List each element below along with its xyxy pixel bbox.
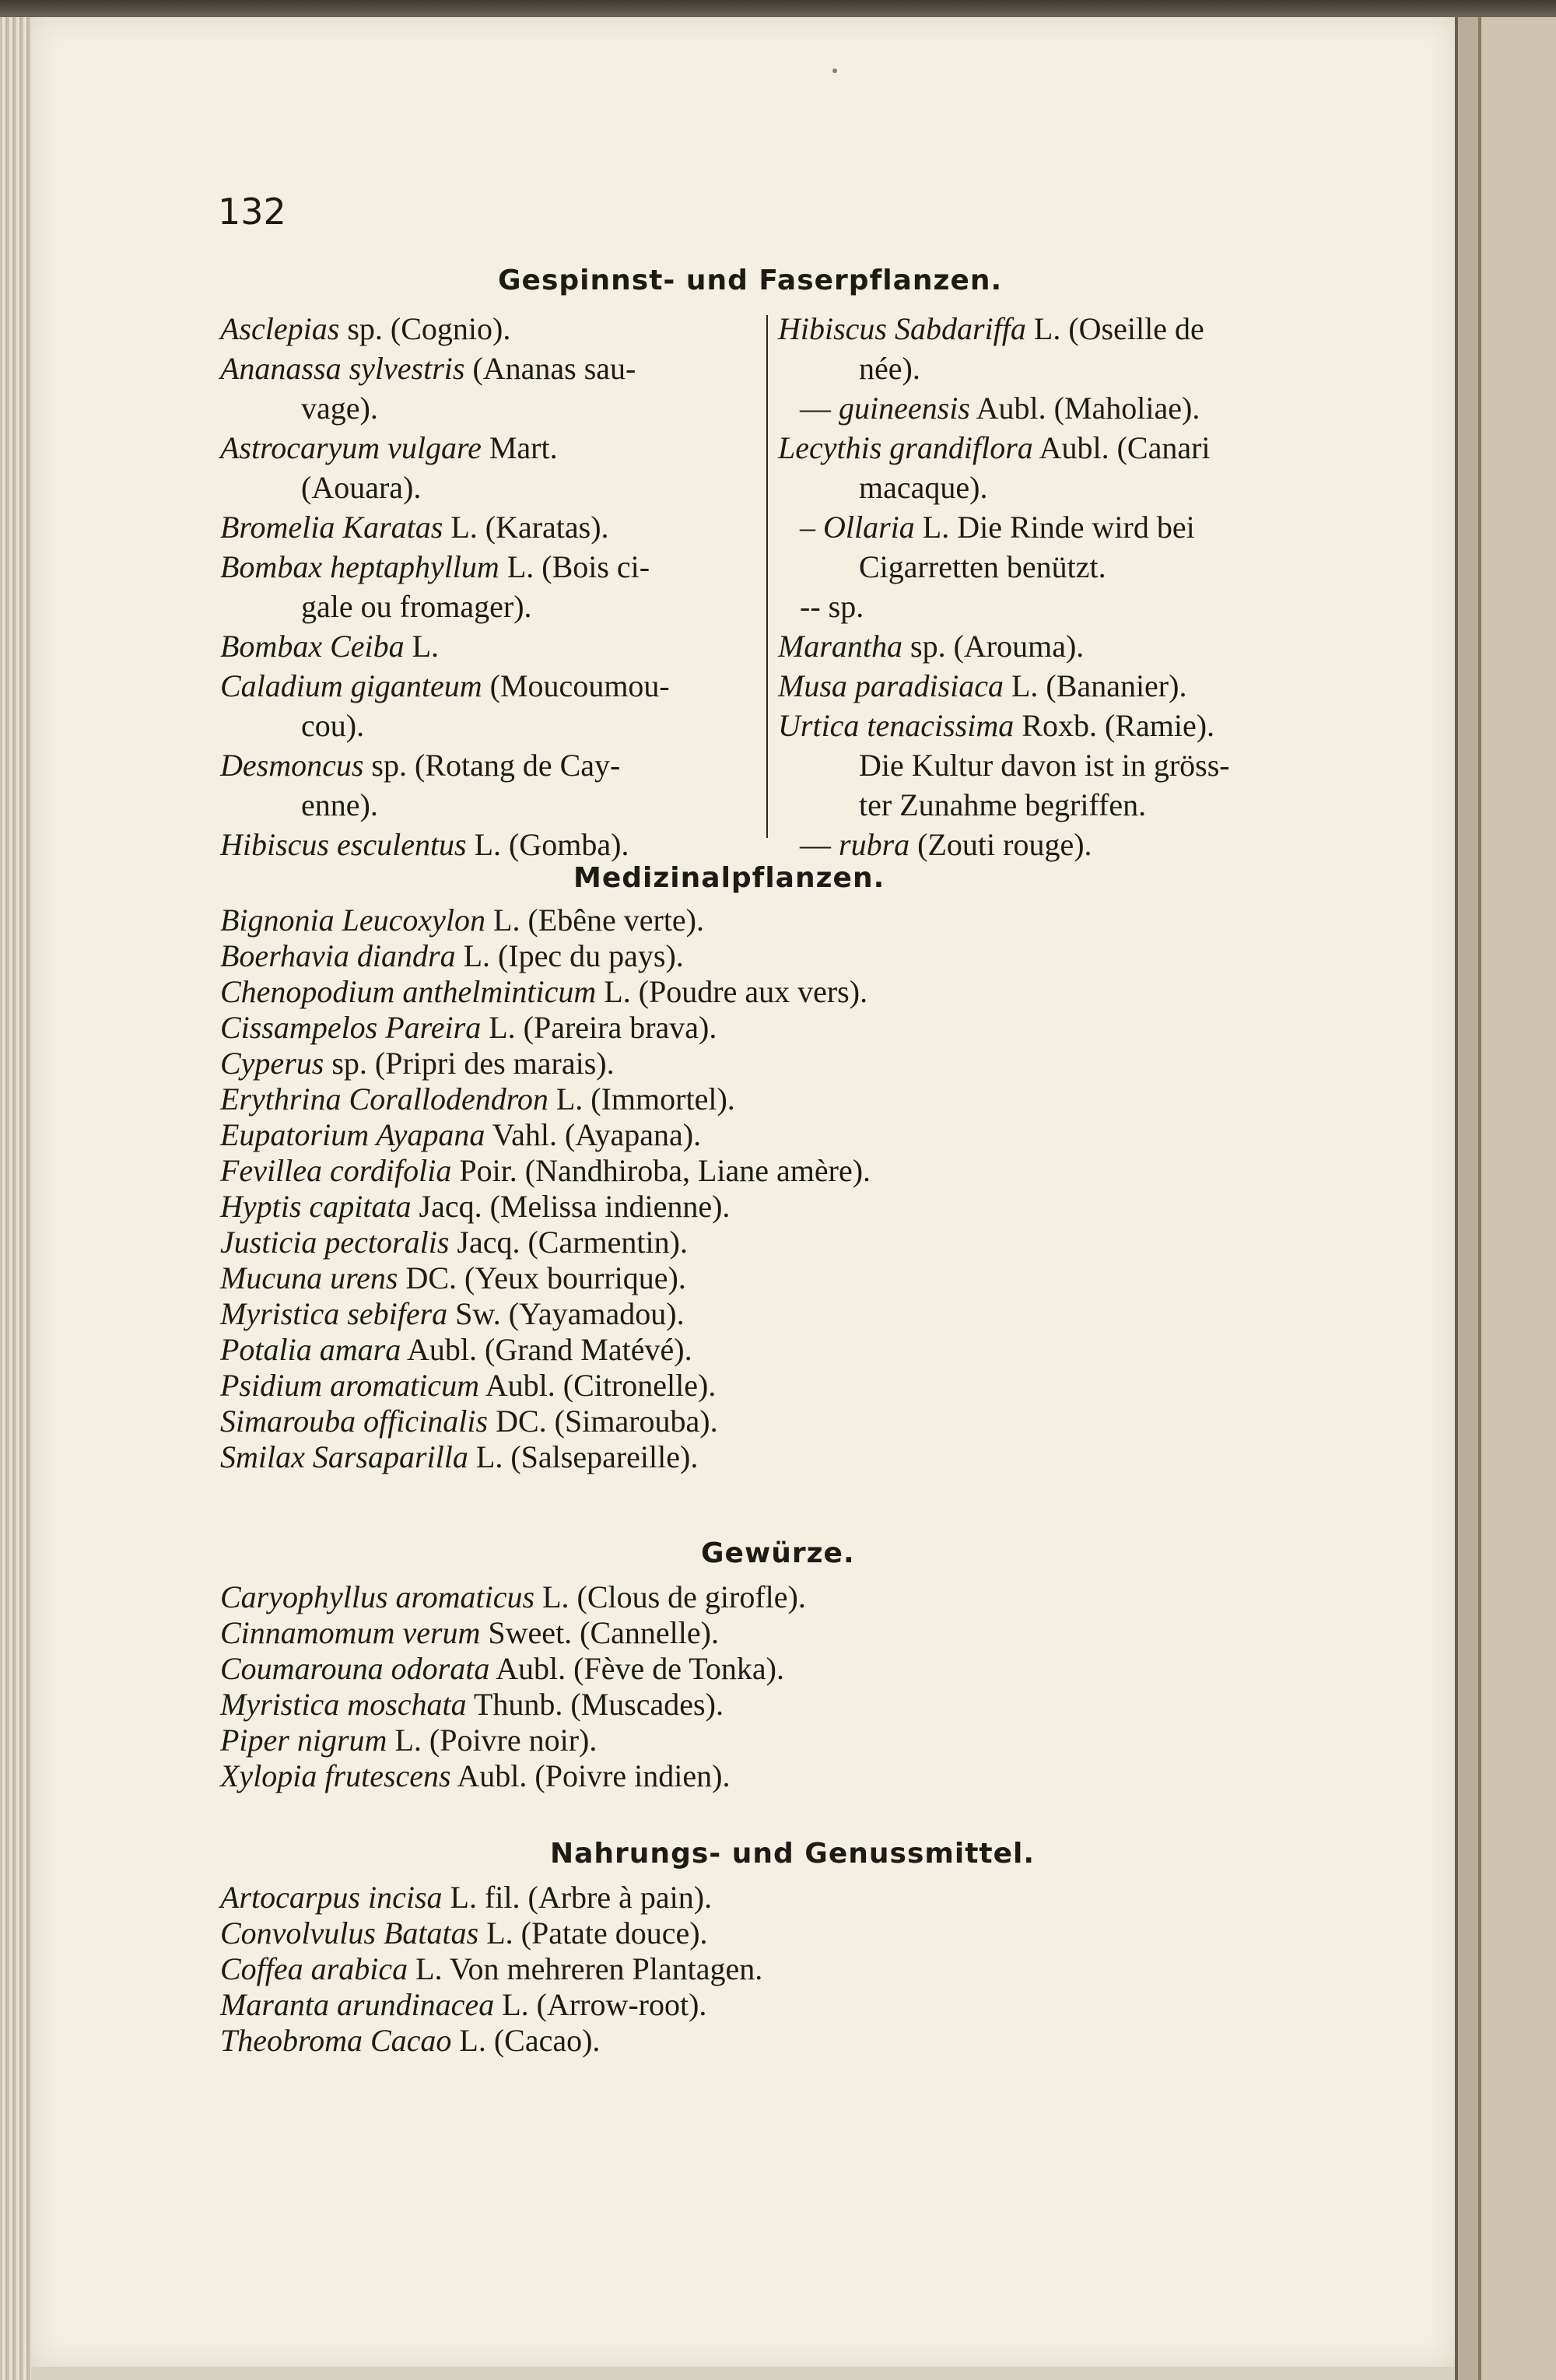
species-name: Bombax Ceiba — [220, 629, 405, 664]
entry-text: Thunb. (Muscades). — [466, 1687, 724, 1722]
entry — [220, 507, 670, 547]
species-name: Myristica sebifera — [220, 1296, 448, 1331]
list-item — [220, 1117, 871, 1153]
list-item — [220, 1225, 871, 1260]
entry-text: sp. (Pripri des marais). — [324, 1046, 615, 1081]
entry-text: Poir. (Nandhiroba, Liane amère). — [451, 1153, 871, 1188]
entry-text: Jacq. (Carmentin). — [449, 1225, 688, 1260]
list-item — [220, 1046, 871, 1081]
entry — [220, 825, 670, 864]
page-edge — [1455, 17, 1556, 2380]
fibers-left-column — [220, 309, 670, 864]
entry-text: L. (Pareira brava). — [481, 1010, 717, 1045]
list-item — [220, 1081, 871, 1117]
entry-text: – — [800, 510, 823, 545]
list-item — [220, 1189, 871, 1225]
entry-text: -- — [800, 589, 829, 624]
entry — [220, 745, 670, 785]
species-name: Ananassa sylvestris — [220, 351, 465, 386]
list-item — [220, 2023, 762, 2059]
entry-continuation: Cigarretten benützt. — [859, 549, 1106, 584]
species-name: Urtica tenacissima — [778, 708, 1015, 743]
list-item — [220, 1579, 806, 1615]
species-name: Psidium aromaticum — [220, 1368, 479, 1403]
entry-text: L. (Bananier). — [1004, 668, 1187, 703]
list-item — [220, 974, 871, 1010]
species-name: Smilax Sarsaparilla — [220, 1439, 468, 1474]
list-item — [220, 1687, 806, 1723]
species-name: rubra — [839, 827, 910, 862]
species-name: Lecythis grandiflora — [778, 430, 1033, 465]
entry — [220, 428, 670, 468]
species-name: Musa paradisiaca — [778, 668, 1004, 703]
entry-text: L. (Ipec du pays). — [455, 938, 684, 973]
list-item — [220, 1615, 806, 1651]
list-item — [220, 1260, 871, 1296]
entry-text: sp. (Rotang de Cay- — [363, 748, 621, 783]
entry — [778, 388, 1230, 428]
entry-text: sp. — [828, 589, 864, 624]
list-item — [220, 1368, 871, 1404]
species-name: Caryophyllus aromaticus — [220, 1579, 535, 1614]
species-name: Cyperus — [220, 1046, 324, 1081]
entry-text: Aubl. (Citronelle). — [478, 1368, 717, 1403]
species-name: Mucuna urens — [220, 1260, 398, 1295]
entry-text: L. (Cacao). — [451, 2023, 601, 2058]
entry-text: L. (Karatas). — [443, 510, 609, 545]
species-name: Bignonia Leucoxylon — [220, 903, 486, 938]
book-binding — [0, 0, 31, 2380]
entry — [778, 706, 1230, 745]
species-name: Erythrina Corallodendron — [220, 1081, 548, 1116]
entry-text: L. (Clous de girofle). — [534, 1579, 806, 1614]
entry-text: L. (Arrow-root). — [494, 1987, 707, 2022]
scan-top-edge — [0, 0, 1556, 17]
entry-text: Vahl. (Ayapana). — [485, 1117, 702, 1152]
entry-text: L. (Poudre aux vers). — [596, 974, 868, 1009]
species-name: Hibiscus esculentus — [220, 827, 467, 862]
entry-text: Mart. — [481, 430, 558, 465]
entry-text: L. — [404, 629, 440, 664]
section-heading-spices: Gewürze. — [701, 1537, 855, 1569]
entry-text: L. (Gomba). — [466, 827, 629, 862]
species-name: Desmoncus — [220, 748, 364, 783]
species-name: Fevillea cordifolia — [220, 1153, 452, 1188]
food-list — [220, 1880, 762, 2059]
species-name: Simarouba officinalis — [220, 1404, 489, 1439]
section-heading-fibers: Gespinnst- und Faserpflanzen. — [498, 265, 1003, 296]
entry-text: Jacq. (Melissa indienne). — [411, 1189, 731, 1224]
entry-continuation: vage). — [301, 391, 378, 426]
paper-speck — [832, 68, 837, 73]
list-item — [220, 1987, 762, 2023]
entry — [778, 666, 1230, 706]
species-name: Piper nigrum — [220, 1723, 387, 1758]
species-name: Caladium giganteum — [220, 668, 482, 703]
entry-text: Aubl. (Maholiae). — [969, 391, 1200, 426]
entry — [220, 666, 670, 706]
species-name: Bombax heptaphyllum — [220, 549, 499, 584]
entry-text: L. (Poivre noir). — [387, 1723, 598, 1758]
entry — [220, 349, 670, 388]
entry-text: L. Die Rinde wird bei — [914, 510, 1195, 545]
entry-text: L. (Bois ci- — [499, 549, 650, 584]
entry-text: Sw. (Yayamadou). — [447, 1296, 685, 1331]
entry-text: — — [800, 391, 839, 426]
species-name: Theobroma Cacao — [220, 2023, 452, 2058]
entry-text: DC. (Simarouba). — [488, 1404, 718, 1439]
entry-text: L. Von mehreren Plantagen. — [408, 1951, 763, 1986]
entry — [778, 428, 1230, 468]
entry — [220, 626, 670, 666]
species-name: Artocarpus incisa — [220, 1880, 443, 1915]
entry-text: L. fil. (Arbre à pain). — [442, 1880, 713, 1915]
entry-text: sp. (Arouma). — [902, 629, 1085, 664]
species-name: Coffea arabica — [220, 1951, 408, 1986]
entry — [778, 626, 1230, 666]
entry-continuation: gale ou fromager). — [301, 589, 532, 624]
list-item — [220, 903, 871, 938]
entry — [778, 507, 1230, 547]
entry-continuation: macaque). — [859, 470, 988, 505]
species-name: Coumarouna odorata — [220, 1651, 490, 1686]
entry-text: L. (Patate douce). — [478, 1916, 708, 1951]
list-item — [220, 1332, 871, 1368]
entry — [220, 547, 670, 587]
list-item — [220, 938, 871, 974]
entry-text: L. (Salsepareille). — [468, 1439, 699, 1474]
list-item — [220, 1296, 871, 1332]
species-name: guineensis — [839, 391, 970, 426]
species-name: Astrocaryum vulgare — [220, 430, 482, 465]
species-name: Eupatorium Ayapana — [220, 1117, 485, 1152]
entry-text: Aubl. (Canari — [1032, 430, 1211, 465]
section-heading-food: Nahrungs- und Genussmittel. — [550, 1838, 1036, 1870]
list-item — [220, 1439, 871, 1475]
entry-text: Roxb. (Ramie). — [1014, 708, 1215, 743]
list-item — [220, 1153, 871, 1189]
list-item — [220, 1880, 762, 1916]
species-name: Myristica moschata — [220, 1687, 467, 1722]
species-name: Bromelia Karatas — [220, 510, 443, 545]
entry-text: Aubl. (Fève de Tonka). — [489, 1651, 784, 1686]
entry — [220, 309, 670, 349]
entry — [778, 587, 1230, 626]
entry-text: Sweet. (Cannelle). — [480, 1615, 719, 1650]
entry-text: Aubl. (Grand Matévé). — [401, 1332, 692, 1367]
entry-continuation: enne). — [301, 787, 378, 822]
spices-list — [220, 1579, 806, 1794]
species-name: Justicia pectoralis — [220, 1225, 450, 1260]
entry-text: L. (Immortel). — [548, 1081, 735, 1116]
species-name: Chenopodium anthelminticum — [220, 974, 597, 1009]
entry-continuation: Die Kultur davon ist in gröss- — [859, 748, 1230, 783]
species-name: Hibiscus Sabdariffa — [778, 311, 1026, 346]
column-divider — [766, 315, 768, 838]
section-heading-medicinal: Medizinalpflanzen. — [573, 862, 885, 894]
page-number: 132 — [218, 191, 286, 233]
species-name: Ollaria — [823, 510, 915, 545]
entry-text: DC. (Yeux bourrique). — [398, 1260, 686, 1295]
list-item — [220, 1723, 806, 1758]
species-name: Cinnamomum verum — [220, 1615, 481, 1650]
entry-text: (Zouti rouge). — [909, 827, 1092, 862]
list-item — [220, 1916, 762, 1951]
species-name: Marantha — [778, 629, 902, 664]
entry — [778, 825, 1230, 864]
species-name: Maranta arundinacea — [220, 1987, 495, 2022]
entry-text: — — [800, 827, 839, 862]
species-name: Boerhavia diandra — [220, 938, 456, 973]
fibers-right-column — [778, 309, 1230, 864]
entry-text: L. (Ebêne verte). — [485, 903, 705, 938]
species-name: Convolvulus Batatas — [220, 1916, 479, 1951]
entry-continuation: cou). — [301, 708, 365, 743]
entry-text: sp. (Cognio). — [339, 311, 511, 346]
list-item — [220, 1651, 806, 1687]
entry-text: Aubl. (Poivre indien). — [450, 1758, 731, 1793]
list-item — [220, 1404, 871, 1439]
entry-continuation: ter Zunahme begriffen. — [859, 787, 1147, 822]
list-item — [220, 1010, 871, 1046]
entry-text: L. (Oseille de — [1025, 311, 1204, 346]
entry — [778, 309, 1230, 349]
entry-continuation: (Aouara). — [301, 470, 422, 505]
species-name: Potalia amara — [220, 1332, 401, 1367]
entry-text: (Moucoumou- — [482, 668, 670, 703]
list-item — [220, 1758, 806, 1794]
entry-text: (Ananas sau- — [464, 351, 636, 386]
medicinal-list — [220, 903, 871, 1475]
entry-continuation: née). — [859, 351, 920, 386]
list-item — [220, 1951, 762, 1987]
species-name: Cissampelos Pareira — [220, 1010, 482, 1045]
species-name: Hyptis capitata — [220, 1189, 412, 1224]
species-name: Asclepias — [220, 311, 340, 346]
species-name: Xylopia frutescens — [220, 1758, 451, 1793]
